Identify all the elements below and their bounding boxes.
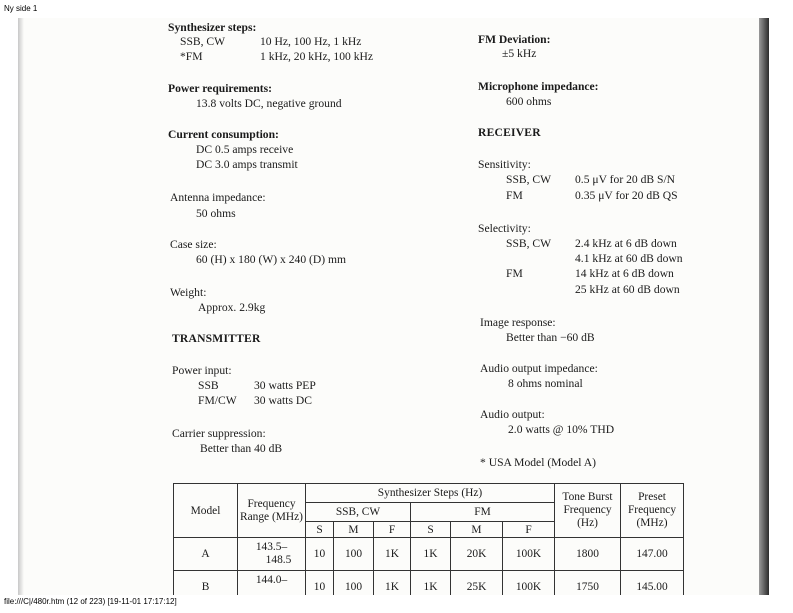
cell-preset: 147.00 [621, 538, 684, 571]
sens-fm-value: 0.35 μV for 20 dB QS [575, 189, 678, 202]
model-spec-table [173, 483, 684, 595]
power-input-ssb-value: 30 watts PEP [254, 379, 316, 392]
th-fm: FM [411, 503, 555, 522]
left-shadow [18, 18, 24, 595]
cell-ssb-s: 10 [306, 571, 334, 596]
synth-steps-title: Synthesizer steps: [168, 21, 257, 34]
current-receive: DC 0.5 amps receive [196, 143, 294, 156]
fm-deviation-title: FM Deviation: [478, 33, 551, 46]
th-tone-burst: Tone Burst Frequency (Hz) [555, 484, 621, 538]
synth-ssb-value: 10 Hz, 100 Hz, 1 kHz [260, 35, 362, 48]
th-fm-m: M [451, 522, 503, 538]
mic-impedance-title: Microphone impedance: [478, 80, 599, 93]
usa-model-note: * USA Model (Model A) [480, 456, 596, 469]
sel-fm-6db: 14 kHz at 6 dB down [575, 267, 674, 280]
power-input-ssb-label: SSB [198, 379, 219, 392]
cell-range [238, 571, 306, 596]
power-input-title: Power input: [172, 364, 232, 377]
sel-fm-label: FM [506, 267, 523, 280]
cell-fm-s: 1K [411, 571, 451, 596]
scanned-page [18, 18, 769, 595]
table-row [174, 538, 684, 571]
sens-ssb-label: SSB, CW [506, 173, 552, 186]
cell-ssb-f: 1K [374, 538, 411, 571]
cell-model: B [174, 571, 238, 596]
synth-fm-value: 1 kHz, 20 kHz, 100 kHz [260, 50, 374, 63]
transmitter-heading: TRANSMITTER [172, 332, 261, 345]
image-response-value: Better than −60 dB [506, 331, 595, 344]
th-ssb-s: S [306, 522, 334, 538]
th-ssb-cw: SSB, CW [306, 503, 411, 522]
cell-range-end [265, 587, 279, 595]
th-frequency-range: Frequency Range (MHz) [238, 484, 306, 538]
cell-fm-f: 100K [503, 538, 555, 571]
sel-fm-60db: 25 kHz at 60 dB down [575, 283, 680, 296]
carrier-title: Carrier suppression: [172, 427, 266, 440]
right-binding-edge [759, 18, 769, 595]
cell-ssb-m: 100 [334, 538, 374, 571]
th-synthesizer-steps: Synthesizer Steps (Hz) [306, 484, 555, 503]
antenna-value: 50 ohms [196, 207, 236, 220]
table-row [174, 571, 684, 596]
carrier-value: Better than 40 dB [200, 442, 283, 455]
cell-range [238, 538, 306, 571]
receiver-heading: RECEIVER [478, 126, 541, 139]
fm-deviation-value: ±5 kHz [502, 47, 537, 60]
th-ssb-m: M [334, 522, 374, 538]
current-title: Current consumption: [168, 128, 279, 141]
cell-fm-m: 25K [451, 571, 503, 596]
selectivity-title: Selectivity: [478, 222, 531, 235]
cell-ssb-m: 100 [334, 571, 374, 596]
power-req-title: Power requirements: [168, 82, 272, 95]
audio-output-impedance-title: Audio output impedance: [480, 362, 598, 375]
image-response-title: Image response: [480, 316, 556, 329]
case-size-value: 60 (H) x 180 (W) x 240 (D) mm [196, 253, 347, 266]
sel-ssb-label: SSB, CW [506, 237, 552, 250]
case-size-title: Case size: [170, 238, 217, 251]
current-transmit: DC 3.0 amps transmit [196, 158, 298, 171]
cell-fm-f: 100K [503, 571, 555, 596]
th-fm-f: F [503, 522, 555, 538]
audio-output-title: Audio output: [480, 408, 545, 421]
sens-ssb-value: 0.5 μV for 20 dB S/N [575, 173, 676, 186]
synth-fm-label: *FM [180, 50, 203, 63]
cell-fm-s: 1K [411, 538, 451, 571]
power-input-fm-value: 30 watts DC [254, 394, 312, 407]
cell-ssb-f: 1K [374, 571, 411, 596]
power-req-value: 13.8 volts DC, negative ground [196, 97, 342, 110]
audio-output-impedance-value: 8 ohms nominal [508, 377, 583, 390]
sens-fm-label: FM [506, 189, 523, 202]
power-input-fm-label: FM/CW [198, 394, 237, 407]
cell-tone: 1750 [555, 571, 621, 596]
cell-range-start: 143.5– [255, 541, 288, 553]
cell-range-end: 148.5 [265, 554, 292, 566]
cell-range-start: 144.0– [255, 574, 288, 586]
sel-ssb-6db: 2.4 kHz at 6 dB down [575, 237, 677, 250]
mic-impedance-value: 600 ohms [506, 95, 552, 108]
th-fm-s: S [411, 522, 451, 538]
sensitivity-title: Sensitivity: [478, 158, 531, 171]
audio-output-value: 2.0 watts @ 10% THD [508, 423, 615, 436]
cell-preset: 145.00 [621, 571, 684, 596]
th-model: Model [174, 484, 238, 538]
antenna-title: Antenna impedance: [170, 191, 266, 204]
th-preset-frequency: Preset Frequency (MHz) [621, 484, 684, 538]
page-header: Ny side 1 [4, 4, 38, 13]
page-footer: file:///C|/480r.htm (12 of 223) [19-11-01 17:17:12] [4, 597, 177, 606]
cell-model: A [174, 538, 238, 571]
th-ssb-f: F [374, 522, 411, 538]
cell-fm-m: 20K [451, 538, 503, 571]
synth-ssb-label: SSB, CW [180, 35, 226, 48]
cell-ssb-s: 10 [306, 538, 334, 571]
sel-ssb-60db: 4.1 kHz at 60 dB down [575, 252, 683, 265]
weight-title: Weight: [170, 286, 207, 299]
cell-tone: 1800 [555, 538, 621, 571]
weight-value: Approx. 2.9kg [198, 301, 266, 314]
